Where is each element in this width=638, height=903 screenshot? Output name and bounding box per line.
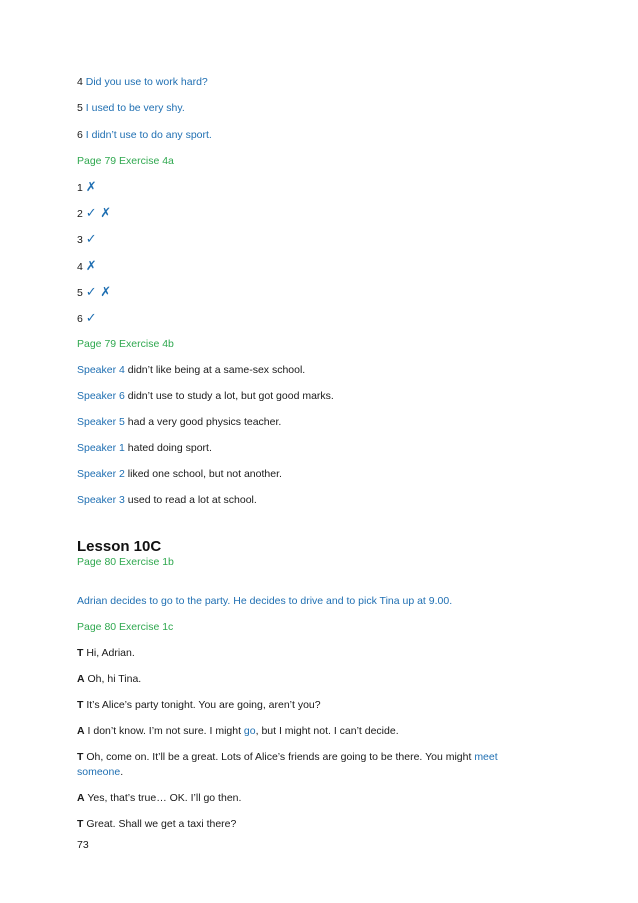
item-number: 4: [77, 76, 83, 88]
speaker-label: Speaker 5: [77, 416, 125, 428]
speaker-label: Speaker 2: [77, 468, 125, 480]
highlighted-word: someone: [77, 766, 121, 778]
speaker-line: [77, 389, 334, 403]
speaker-text: hated doing sport.: [127, 442, 212, 454]
speaker-line: [77, 415, 281, 429]
speaker-text: used to read a lot at school.: [127, 494, 257, 506]
dialogue-line: [77, 698, 321, 712]
exercise-1b-answer: Adrian decides to go to the party. He decides to drive and to pick Tina up at 9.00.: [77, 595, 453, 607]
dialogue-line: [77, 750, 498, 764]
speaker-text: didn’t use to study a lot, but got good marks.: [127, 390, 334, 402]
dialogue-text: Yes, that’s true… OK. I’ll go then.: [87, 792, 242, 804]
check-cross-marks: ✓: [85, 231, 97, 246]
answer-text: I used to be very shy.: [85, 102, 185, 114]
item-number: 5: [77, 102, 83, 114]
check-cross-marks: ✗: [85, 179, 97, 194]
exercise-4b-label: Page 79 Exercise 4b: [77, 338, 174, 350]
exercise-1b-label: Page 80 Exercise 1b: [77, 556, 174, 568]
dialogue-speaker: A: [77, 725, 85, 737]
dialogue-text: .: [120, 766, 124, 778]
check-cross-marks: ✓: [85, 310, 97, 325]
answer-text: Did you use to work hard?: [85, 76, 208, 88]
document-page: [77, 0, 597, 903]
dialogue-text: Oh, come on. It’ll be a great. Lots of Alice’s friends are going to be there. You might: [86, 751, 475, 763]
check-cross-marks: ✗: [85, 258, 97, 273]
highlighted-word: meet: [474, 751, 498, 763]
answer-line-4: [77, 75, 208, 89]
exercise-4a-item-4: [77, 259, 97, 274]
dialogue-line: [77, 672, 141, 686]
speaker-line: [77, 363, 305, 377]
speaker-text: had a very good physics teacher.: [127, 416, 282, 428]
speaker-text: didn’t like being at a same-sex school.: [127, 364, 306, 376]
dialogue-text: Great. Shall we get a taxi there?: [86, 818, 237, 830]
exercise-4a-label: Page 79 Exercise 4a: [77, 155, 174, 167]
dialogue-line: [77, 817, 236, 831]
speaker-label: Speaker 6: [77, 390, 125, 402]
dialogue-text: , but I might not. I can’t decide.: [255, 725, 399, 737]
exercise-4a-item-5: [77, 285, 111, 300]
answer-line-6: [77, 128, 212, 142]
item-number: 1: [77, 182, 83, 194]
item-number: 5: [77, 287, 83, 299]
dialogue-text: It’s Alice’s party tonight. You are going, aren’t you?: [86, 699, 321, 711]
speaker-text: liked one school, but not another.: [127, 468, 282, 480]
dialogue-line-continued: [77, 765, 123, 779]
speaker-line: [77, 441, 212, 455]
dialogue-line: [77, 791, 241, 805]
dialogue-speaker: T: [77, 818, 84, 830]
lesson-heading: Lesson 10C: [77, 538, 162, 555]
exercise-4a-item-6: [77, 311, 97, 326]
dialogue-speaker: A: [77, 673, 85, 685]
exercise-4a-item-3: [77, 232, 97, 247]
dialogue-speaker: T: [77, 699, 84, 711]
check-cross-marks: ✓ ✗: [85, 205, 112, 220]
exercise-4a-item-1: [77, 180, 97, 195]
dialogue-text: Oh, hi Tina.: [87, 673, 142, 685]
item-number: 6: [77, 313, 83, 325]
speaker-label: Speaker 1: [77, 442, 125, 454]
dialogue-speaker: T: [77, 751, 84, 763]
dialogue-text: Hi, Adrian.: [86, 647, 135, 659]
speaker-label: Speaker 4: [77, 364, 125, 376]
dialogue-speaker: A: [77, 792, 85, 804]
speaker-label: Speaker 3: [77, 494, 125, 506]
dialogue-text: I don’t know. I’m not sure. I might: [87, 725, 244, 737]
item-number: 4: [77, 261, 83, 273]
dialogue-line: [77, 724, 399, 738]
answer-text: I didn’t use to do any sport.: [85, 129, 212, 141]
item-number: 3: [77, 234, 83, 246]
speaker-line: [77, 467, 282, 481]
exercise-4a-item-2: [77, 206, 111, 221]
item-number: 6: [77, 129, 83, 141]
page-number: 73: [77, 839, 89, 851]
answer-line-5: [77, 101, 185, 115]
check-cross-marks: ✓ ✗: [85, 284, 112, 299]
item-number: 2: [77, 208, 83, 220]
highlighted-word: go: [243, 725, 256, 737]
dialogue-line: [77, 646, 135, 660]
exercise-1c-label: Page 80 Exercise 1c: [77, 621, 174, 633]
speaker-line: [77, 493, 257, 507]
dialogue-speaker: T: [77, 647, 84, 659]
